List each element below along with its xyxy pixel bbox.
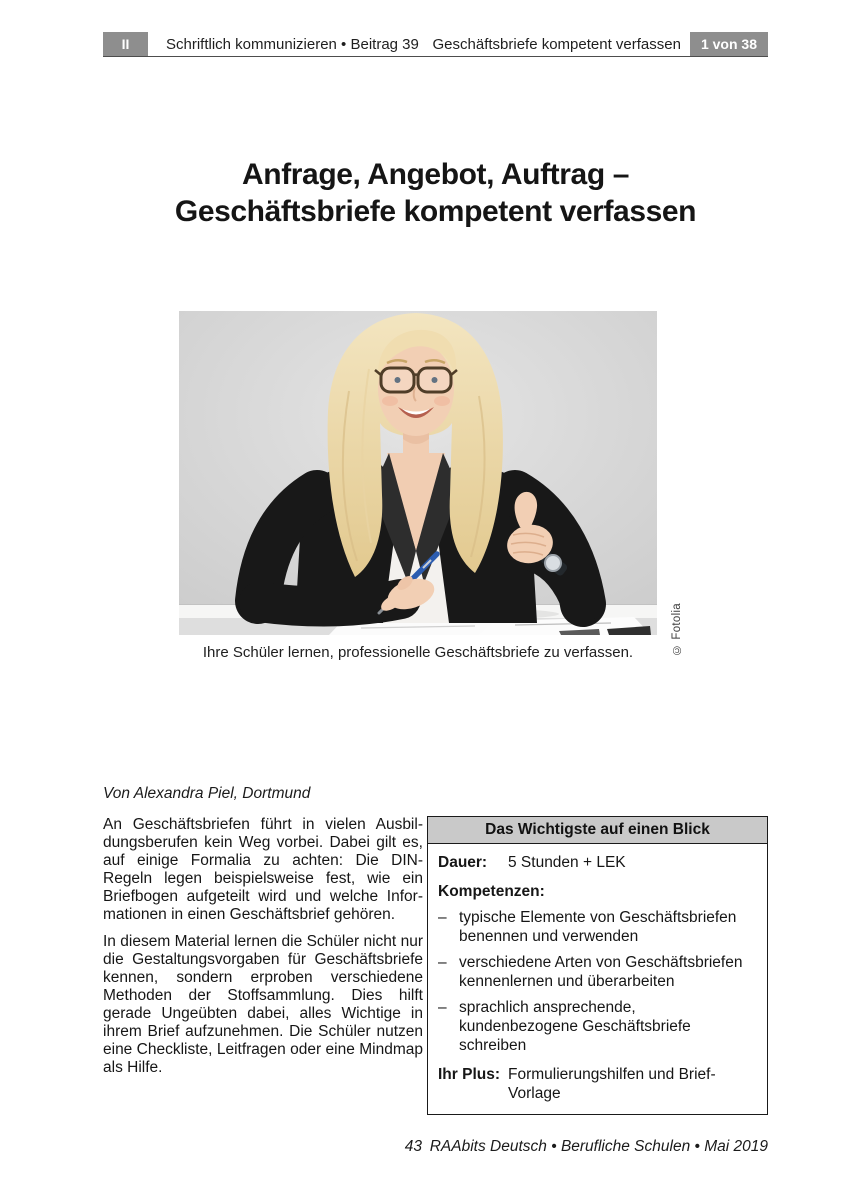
header-spacer bbox=[419, 32, 433, 56]
section-badge: II bbox=[103, 32, 148, 56]
page-container bbox=[103, 0, 768, 1200]
header-doc-title: Geschäftsbriefe kompetent verfassen bbox=[432, 35, 681, 53]
duration-label: Dauer: bbox=[438, 854, 488, 871]
photo-credit: © Fotolia bbox=[671, 602, 683, 655]
overview-box-title: Das Wichtigste auf einen Blick bbox=[428, 817, 767, 844]
competency-text: typische Elemente von Geschäftsbriefen benennen und verwenden bbox=[459, 909, 737, 945]
author-line: Von Alexandra Piel, Dortmund bbox=[103, 785, 311, 802]
list-item bbox=[438, 953, 757, 991]
photo-illustration bbox=[179, 311, 657, 635]
overview-box bbox=[427, 816, 768, 1115]
list-item bbox=[438, 908, 757, 946]
dash-bullet: – bbox=[438, 954, 447, 971]
intro-columns bbox=[103, 816, 768, 1115]
competencies-label: Kompetenzen: bbox=[438, 883, 545, 900]
title-photo-figure bbox=[179, 311, 683, 661]
page-title-line2: Geschäftsbriefe kompetent verfassen bbox=[174, 195, 697, 228]
intro-paragraph-1: An Geschäftsbriefen führt in vielen Ausbildungsberufen kein Weg vorbei. Dabei gilt es, auf einige Formalia zu achten: Die DIN-Regeln legen beispielsweise fest, wie ein Briefbogen aufgeteilt wird und welche Informationen in einen Geschäftsbrief gehören. bbox=[103, 816, 423, 923]
intro-paragraph-2: In diesem Material lernen die Schüler nicht nur die Gestaltungsvorgaben für Geschäftsbriefe kennen, sondern erproben verschiedene Methoden der Stoffsammlung. Dies hilft gerade Ungeübten dabei, alles Wichtige in ihrem Brief aufzunehmen. Die Schüler nutzen eine Checkliste, Leitfragen oder eine Mindmap als Hilfe. bbox=[103, 933, 423, 1076]
overview-box-body bbox=[428, 844, 767, 1114]
header-bar bbox=[103, 32, 768, 57]
competency-text: sprachlich ansprechende, kundenbezogene Geschäftsbriefe schreiben bbox=[459, 999, 691, 1054]
duration-row bbox=[438, 853, 757, 872]
intro-text-column bbox=[103, 816, 423, 1086]
dash-bullet: – bbox=[438, 999, 447, 1016]
header-topic: Schriftlich kommunizieren • Beitrag 39 bbox=[166, 35, 419, 53]
list-item bbox=[438, 998, 757, 1055]
page-number-badge: 1 von 38 bbox=[690, 32, 768, 56]
page-title bbox=[103, 156, 768, 230]
plus-row bbox=[438, 1065, 757, 1103]
page-title-line1: Anfrage, Angebot, Auftrag – bbox=[242, 158, 629, 191]
plus-value: Formulierungshilfen und Brief-Vorlage bbox=[508, 1066, 716, 1102]
plus-label: Ihr Plus: bbox=[438, 1066, 501, 1083]
duration-value: 5 Stunden + LEK bbox=[508, 854, 626, 871]
dash-bullet: – bbox=[438, 909, 447, 926]
competency-text: verschiedene Arten von Geschäftsbriefen kennenlernen und überarbeiten bbox=[459, 954, 743, 990]
photo-caption: Ihre Schüler lernen, professionelle Geschäftsbriefe zu verfassen. bbox=[202, 644, 634, 661]
competencies-list bbox=[438, 908, 757, 1055]
footer-imprint: 43 RAAbits Deutsch • Berufliche Schulen • Mai 2019 bbox=[404, 1138, 768, 1155]
